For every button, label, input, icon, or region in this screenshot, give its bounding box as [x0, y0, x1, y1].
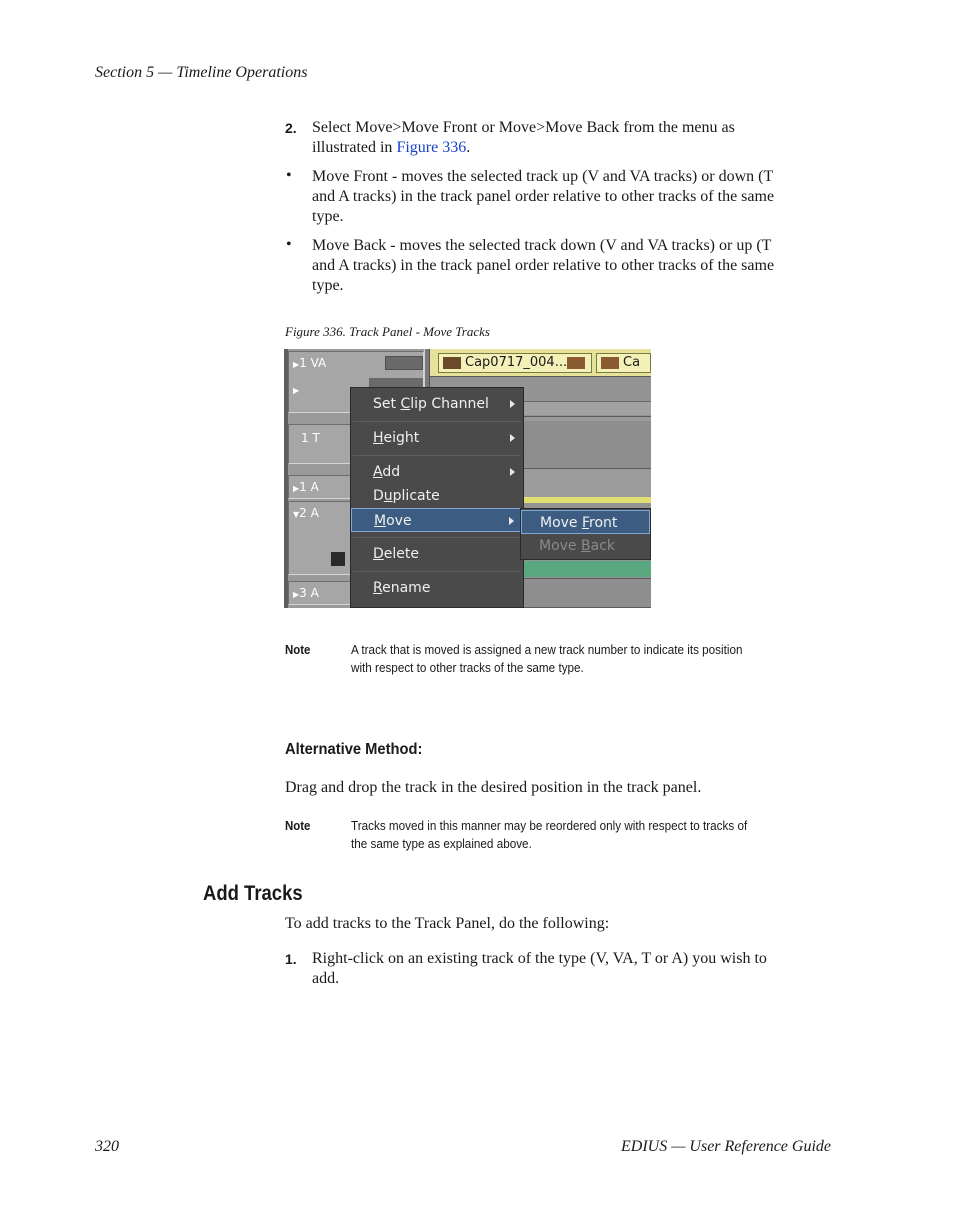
clip-thumbnail-icon — [443, 357, 461, 369]
menu-item-label: D — [373, 488, 384, 504]
page-number: 320 — [95, 1138, 119, 1155]
menu-item-mnemonic: F — [582, 515, 590, 531]
menu-item-mnemonic: M — [374, 513, 387, 529]
alt-method-heading: Alternative Method: — [285, 741, 423, 758]
note-line: A track that is moved is assigned a new track number to indicate its position — [351, 642, 743, 657]
menu-item-mnemonic: A — [373, 464, 383, 480]
note-text — [351, 641, 801, 677]
menu-separator — [353, 421, 521, 422]
menu-item-label: Move — [540, 515, 582, 531]
track-label: 3 A — [299, 586, 319, 600]
step-2-text-part: illustrated in — [312, 139, 397, 156]
menu-item-mnemonic: D — [373, 546, 384, 562]
step-2-line: Select Move>Move Front or Move>Move Back from the menu as — [312, 119, 735, 136]
menu-item-label: ront — [589, 515, 618, 531]
step-1-line: Right-click on an existing track of the type (V, VA, T or A) you wish to — [312, 950, 767, 967]
note-label: Note — [285, 818, 311, 833]
step-2-text-part: . — [466, 139, 471, 156]
track-panel-screenshot — [284, 349, 651, 608]
menu-item-label: lip Channel — [410, 396, 489, 412]
step-2-line — [312, 138, 832, 158]
bullet-move-front — [312, 167, 837, 227]
timeline-lane-1va[interactable] — [430, 349, 651, 377]
submenu-arrow-icon — [510, 434, 515, 442]
step-1-text — [312, 949, 837, 989]
menu-item-mnemonic: R — [373, 580, 383, 596]
bullet-line: Move Back - moves the selected track down (V and VA tracks) or up (T — [312, 237, 772, 254]
section-heading: Add Tracks — [203, 882, 303, 905]
menu-item-rename[interactable] — [351, 576, 523, 600]
bullet-move-back — [312, 236, 837, 296]
move-submenu — [520, 508, 651, 560]
menu-item-mnemonic: u — [383, 488, 393, 504]
menu-item-height[interactable] — [351, 426, 523, 450]
link-icon[interactable] — [331, 552, 345, 566]
clip-name: Cap0717_004... — [465, 355, 568, 370]
note-text — [351, 817, 801, 853]
menu-item-label: eight — [383, 430, 420, 446]
track-label: 1 VA — [299, 356, 327, 370]
figure-caption: Figure 336. Track Panel - Move Tracks — [285, 324, 490, 339]
step-number: 2. — [285, 120, 297, 136]
bullet-line: type. — [312, 277, 344, 294]
bullet-line: and A tracks) in the track panel order relative to other tracks of the same — [312, 257, 775, 274]
track-header-1a[interactable]: ▶1 A — [288, 475, 424, 499]
menu-item-label: elete — [383, 546, 419, 562]
track-header-1va[interactable]: ▶1 VA ▶ — [288, 351, 424, 413]
track-header-3a[interactable]: ▶3 A — [288, 581, 424, 605]
menu-item-add[interactable] — [351, 460, 523, 484]
clip[interactable] — [438, 353, 592, 373]
clip[interactable] — [596, 353, 651, 373]
menu-separator — [353, 455, 521, 456]
menu-item-set-clip-channel[interactable] — [351, 392, 523, 416]
clip-thumbnail-icon — [567, 357, 585, 369]
bullet-line: type. — [312, 208, 344, 225]
menu-item-label: ack — [590, 538, 615, 554]
add-tracks-intro: To add tracks to the Track Panel, do the following: — [285, 915, 610, 932]
alt-method-text: Drag and drop the track in the desired position in the track panel. — [285, 779, 702, 796]
menu-item-mnemonic: C — [400, 396, 411, 412]
menu-item-label: dd — [382, 464, 401, 480]
menu-item-move-back[interactable] — [521, 534, 650, 558]
bullet-symbol: • — [286, 236, 292, 253]
menu-item-label: Move — [539, 538, 581, 554]
menu-item-label: ove — [386, 513, 412, 529]
menu-item-move-front[interactable] — [521, 510, 650, 534]
running-header: Section 5 — Timeline Operations — [95, 64, 308, 81]
step-2-text — [312, 118, 832, 158]
menu-item-mnemonic: H — [373, 430, 384, 446]
track-label: 1 T — [301, 431, 320, 445]
menu-item-label: plicate — [392, 488, 440, 504]
bullet-line: Move Front - moves the selected track up (V and VA tracks) or down (T — [312, 168, 774, 185]
track-header-2a[interactable]: ▼2 A — [288, 501, 424, 575]
lock-icon[interactable] — [385, 356, 423, 370]
menu-item-label: Set — [373, 396, 401, 412]
note-line: Tracks moved in this manner may be reordered only with respect to tracks of — [351, 818, 748, 833]
menu-item-duplicate[interactable] — [351, 484, 523, 508]
note-line: with respect to other tracks of the same type. — [351, 660, 584, 675]
note-label: Note — [285, 642, 311, 657]
track-label: 1 A — [299, 480, 319, 494]
bullet-line: and A tracks) in the track panel order relative to other tracks of the same — [312, 188, 775, 205]
expand-arrow-icon[interactable]: ▶ — [293, 386, 300, 395]
context-menu — [350, 387, 524, 608]
menu-item-delete[interactable] — [351, 542, 523, 566]
clip-name: Ca — [623, 355, 641, 370]
bullet-symbol: • — [286, 167, 292, 184]
menu-item-mnemonic: B — [581, 538, 591, 554]
submenu-arrow-icon — [510, 400, 515, 408]
submenu-arrow-icon — [509, 517, 514, 525]
step-number: 1. — [285, 951, 297, 967]
note-line: the same type as explained above. — [351, 836, 532, 851]
clip-thumbnail-icon — [601, 357, 619, 369]
track-label: 2 A — [299, 506, 319, 520]
step-1-line: add. — [312, 970, 340, 987]
menu-item-label: ename — [382, 580, 431, 596]
menu-separator — [353, 571, 521, 572]
submenu-arrow-icon — [510, 468, 515, 476]
figure-336-link[interactable]: Figure 336 — [396, 139, 467, 156]
menu-separator — [353, 537, 521, 538]
running-footer: EDIUS — User Reference Guide — [620, 1138, 831, 1155]
menu-item-move[interactable] — [351, 508, 523, 532]
